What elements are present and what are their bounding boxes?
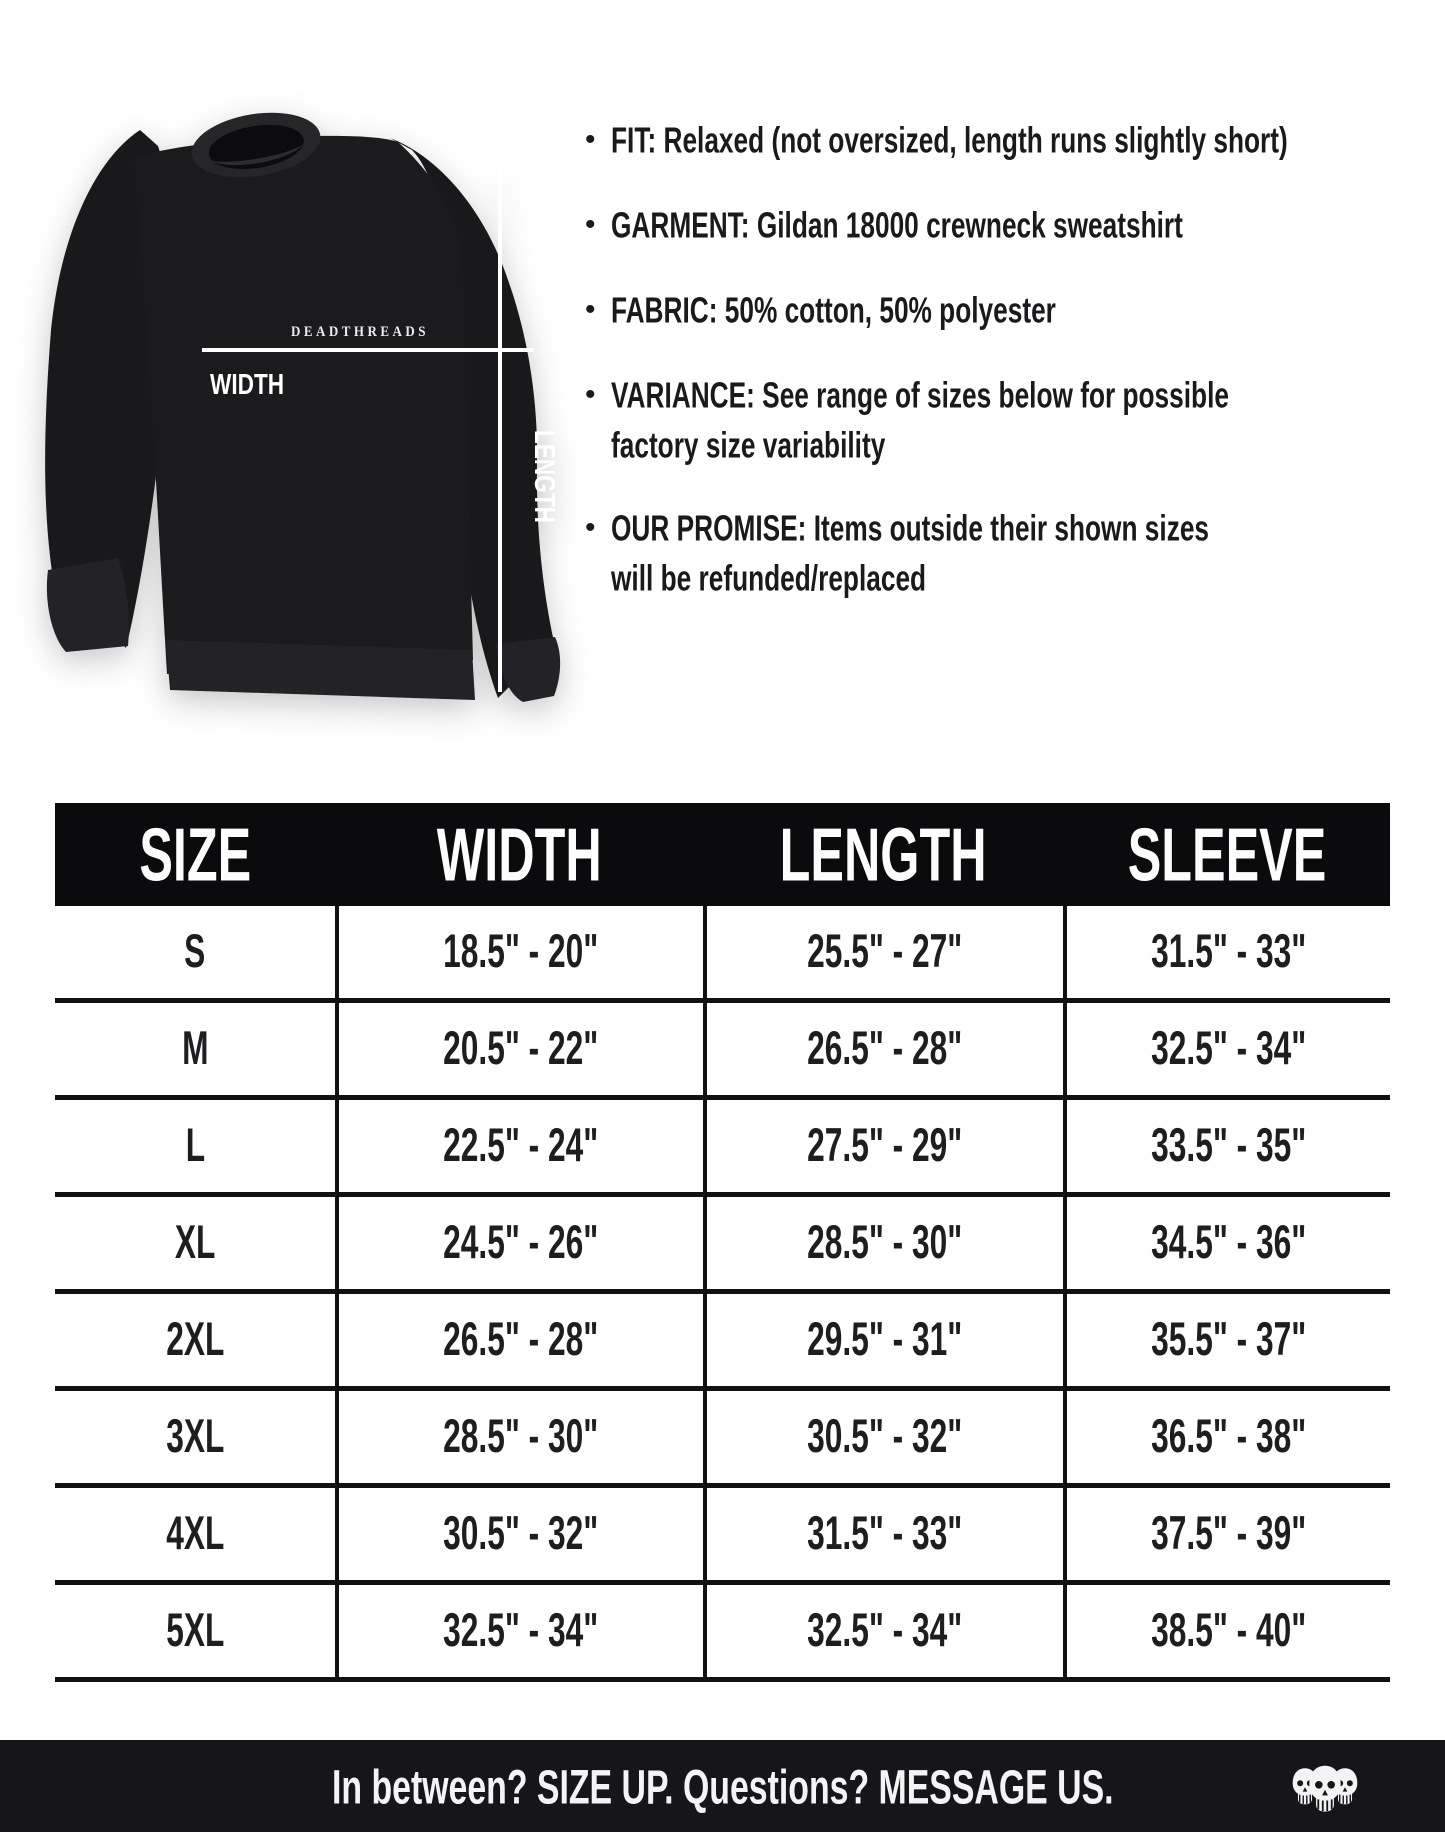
cell-length <box>703 1294 1063 1386</box>
sleeve-value: 32.5" - 34" <box>1150 1022 1307 1075</box>
bullet-promise-text-line1: OUR PROMISE: Items outside their shown sizes <box>611 508 1210 549</box>
table-row-s <box>55 906 1390 1003</box>
cell-width <box>335 1100 703 1192</box>
sleeve-value: 31.5" - 33" <box>1150 925 1307 978</box>
width-value: 24.5" - 26" <box>443 1216 599 1269</box>
bullet-variance <box>585 371 1445 467</box>
length-value: 26.5" - 28" <box>807 1022 963 1075</box>
table-row-l <box>55 1100 1390 1197</box>
cell-sleeve <box>1063 906 1390 998</box>
cell-length <box>703 1585 1063 1677</box>
bullet-dot: • <box>585 293 596 326</box>
product-details-list <box>585 116 1445 637</box>
bullet-dot: • <box>585 208 596 241</box>
cell-width <box>335 1294 703 1386</box>
cell-sleeve <box>1063 1391 1390 1483</box>
cell-size <box>55 906 335 998</box>
bullet-variance-text-line2: factory size variability <box>611 425 886 466</box>
length-value: 25.5" - 27" <box>807 925 963 978</box>
sweatshirt-body <box>134 136 473 674</box>
cell-width <box>335 1488 703 1580</box>
cell-length <box>703 1391 1063 1483</box>
length-value: 30.5" - 32" <box>807 1410 963 1463</box>
sleeve-value: 36.5" - 38" <box>1150 1410 1307 1463</box>
header-cell-width <box>335 812 703 897</box>
cell-width <box>335 906 703 998</box>
cell-width <box>335 1003 703 1095</box>
size-value: 4XL <box>165 1507 225 1560</box>
bullet-fit-text: FIT: Relaxed (not oversized, length runs slightly short) <box>611 120 1288 161</box>
cell-length <box>703 1100 1063 1192</box>
size-value: XL <box>174 1216 216 1269</box>
sleeve-value: 35.5" - 37" <box>1150 1313 1307 1366</box>
width-value: 20.5" - 22" <box>443 1022 599 1075</box>
header-label-size: SIZE <box>139 812 251 897</box>
size-table <box>55 803 1390 1682</box>
cell-sleeve <box>1063 1488 1390 1580</box>
cell-size <box>55 1391 335 1483</box>
table-row-2xl <box>55 1294 1390 1391</box>
cell-length <box>703 1197 1063 1289</box>
header-cell-size <box>55 812 335 897</box>
bullet-dot: • <box>585 511 596 544</box>
bullet-variance-text-line1: VARIANCE: See range of sizes below for possible <box>611 375 1229 416</box>
length-value: 27.5" - 29" <box>807 1119 963 1172</box>
bullet-dot: • <box>585 378 596 411</box>
brand-chest-text: DEADTHREADS <box>291 324 429 340</box>
table-row-4xl <box>55 1488 1390 1585</box>
length-value: 29.5" - 31" <box>807 1313 963 1366</box>
size-value: S <box>184 925 206 978</box>
cell-length <box>703 1003 1063 1095</box>
size-value: M <box>181 1022 209 1075</box>
bullet-fabric-text: FABRIC: 50% cotton, 50% polyester <box>611 290 1056 331</box>
cell-size <box>55 1100 335 1192</box>
table-row-3xl <box>55 1391 1390 1488</box>
header-label-sleeve: SLEEVE <box>1127 812 1326 897</box>
sleeve-value: 33.5" - 35" <box>1150 1119 1307 1172</box>
width-value: 22.5" - 24" <box>443 1119 599 1172</box>
bullet-garment-text: GARMENT: Gildan 18000 crewneck sweatshirt <box>611 205 1183 246</box>
table-row-5xl <box>55 1585 1390 1682</box>
cell-length <box>703 906 1063 998</box>
size-value: 5XL <box>165 1604 225 1657</box>
sweatshirt-hem-band <box>166 640 475 700</box>
cell-width <box>335 1391 703 1483</box>
length-value: 31.5" - 33" <box>807 1507 963 1560</box>
sleeve-value: 38.5" - 40" <box>1150 1604 1307 1657</box>
sweatshirt-right-cuff <box>496 637 560 702</box>
footer-bar <box>0 1740 1445 1832</box>
cell-size <box>55 1294 335 1386</box>
cell-sleeve <box>1063 1100 1390 1192</box>
cell-sleeve <box>1063 1294 1390 1386</box>
table-row-xl <box>55 1197 1390 1294</box>
width-value: 32.5" - 34" <box>443 1604 599 1657</box>
footer-message: In between? SIZE UP. Questions? MESSAGE US. <box>331 1758 1114 1814</box>
bullet-fabric <box>585 286 1445 334</box>
width-line-label: WIDTH <box>210 367 285 401</box>
length-value: 32.5" - 34" <box>807 1604 963 1657</box>
cell-sleeve <box>1063 1197 1390 1289</box>
bullet-promise-text-line2: will be refunded/replaced <box>611 558 927 599</box>
size-value: L <box>185 1119 205 1172</box>
width-value: 18.5" - 20" <box>443 925 599 978</box>
cell-size <box>55 1585 335 1677</box>
cell-width <box>335 1585 703 1677</box>
cell-size <box>55 1003 335 1095</box>
sweatshirt-left-cuff <box>47 558 129 652</box>
size-value: 2XL <box>165 1313 225 1366</box>
bullet-garment <box>585 201 1445 249</box>
cell-sleeve <box>1063 1003 1390 1095</box>
triple-skull-icon <box>1283 1755 1367 1819</box>
cell-size <box>55 1488 335 1580</box>
header-label-length: LENGTH <box>779 812 987 897</box>
header-cell-sleeve <box>1063 812 1390 897</box>
sweatshirt-photo <box>30 100 600 728</box>
size-value: 3XL <box>165 1410 225 1463</box>
width-value: 28.5" - 30" <box>443 1410 599 1463</box>
sweatshirt-illustration <box>30 100 600 728</box>
sleeve-value: 34.5" - 36" <box>1150 1216 1307 1269</box>
length-line-label: LENGTH <box>528 430 562 523</box>
cell-length <box>703 1488 1063 1580</box>
bullet-promise <box>585 504 1445 600</box>
table-row-m <box>55 1003 1390 1100</box>
header-label-width: WIDTH <box>436 812 602 897</box>
cell-width <box>335 1197 703 1289</box>
header-cell-length <box>703 812 1063 897</box>
width-value: 26.5" - 28" <box>443 1313 599 1366</box>
sleeve-value: 37.5" - 39" <box>1150 1507 1307 1560</box>
cell-size <box>55 1197 335 1289</box>
length-value: 28.5" - 30" <box>807 1216 963 1269</box>
cell-sleeve <box>1063 1585 1390 1677</box>
bullet-fit <box>585 116 1445 164</box>
width-value: 30.5" - 32" <box>443 1507 599 1560</box>
bullet-dot: • <box>585 123 596 156</box>
size-table-header <box>55 803 1390 906</box>
